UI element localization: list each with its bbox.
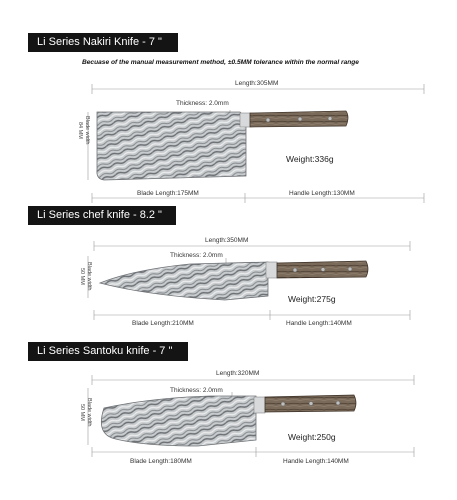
nakiri-handle-length-label: Handle Length:130MM [289, 190, 355, 197]
measurement-note: Becuase of the manual measurement method, ±0.5MM tolerance within the normal range [82, 59, 359, 66]
chef-title: Li Series chef knife - 8.2 " [37, 209, 162, 221]
nakiri-blade-width-label: Blade width 84 MM [77, 116, 90, 145]
nakiri-length-label: Length:305MM [235, 80, 279, 87]
nakiri-blade-length-label: Blade Length:175MM [137, 190, 199, 197]
santoku-title: Li Series Santoku knife - 7 " [37, 345, 173, 357]
nakiri-knife-illustration [97, 111, 348, 180]
santoku-handle-length-label: Handle Length:140MM [283, 458, 349, 465]
santoku-weight-label: Weight:250g [288, 432, 336, 442]
chef-length-label: Length:350MM [205, 237, 249, 244]
santoku-blade-length-label: Blade Length:180MM [130, 458, 192, 465]
chef-weight-label: Weight:275g [288, 294, 336, 304]
chef-handle-length-label: Handle Length:140MM [286, 320, 352, 327]
chef-blade-length-label: Blade Length:210MM [132, 320, 194, 327]
chef-thickness-label: Thickness: 2.0mm [170, 252, 223, 259]
nakiri-weight-label: Weight:336g [286, 154, 334, 164]
chef-blade-width-label: Blade width 50 MM [79, 262, 92, 291]
santoku-thickness-label: Thickness: 2.0mm [170, 387, 223, 394]
nakiri-title: Li Series Nakiri Knife - 7 " [37, 36, 162, 48]
santoku-blade-width-label: Blade width 50 MM [79, 398, 92, 427]
santoku-length-label: Length:320MM [216, 370, 260, 377]
nakiri-thickness-label: Thickness: 2.0mm [176, 100, 229, 107]
